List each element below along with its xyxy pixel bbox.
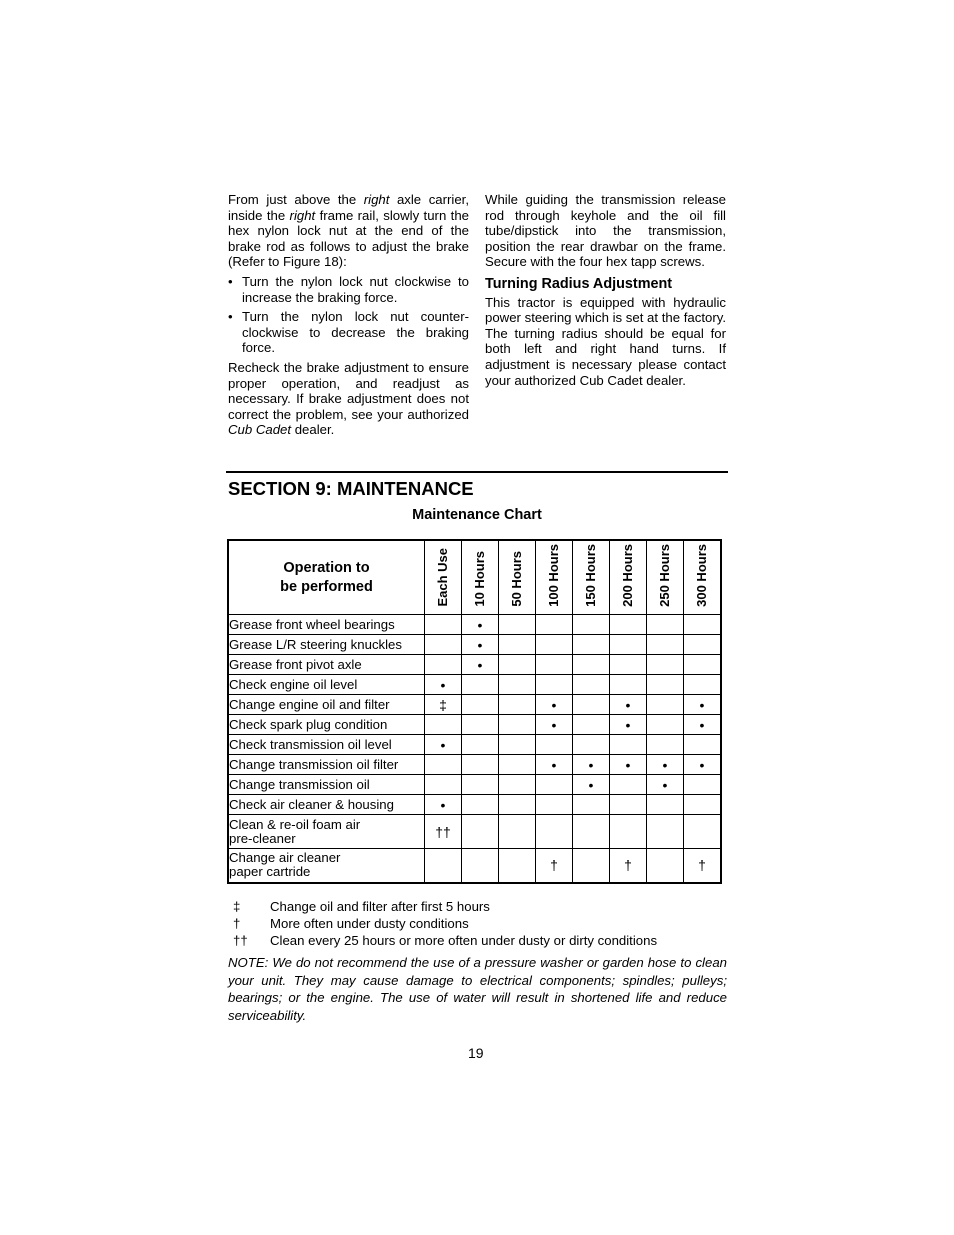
schedule-cell (499, 735, 536, 755)
table-row (228, 735, 721, 755)
schedule-cell (536, 735, 573, 755)
schedule-cell (684, 735, 722, 755)
schedule-cell (573, 615, 610, 635)
schedule-cell (573, 695, 610, 715)
schedule-cell (684, 635, 722, 655)
operation-label: Check spark plug condition (228, 715, 425, 735)
schedule-cell (684, 775, 722, 795)
schedule-cell (462, 675, 499, 695)
schedule-cell (499, 795, 536, 815)
table-row (228, 655, 721, 675)
schedule-cell (573, 715, 610, 735)
schedule-cell: • (425, 675, 462, 695)
table-row (228, 635, 721, 655)
schedule-cell (499, 675, 536, 695)
schedule-cell (536, 615, 573, 635)
operation-label: Change air cleaner paper cartride (228, 849, 425, 883)
schedule-cell: • (610, 715, 647, 735)
schedule-cell: • (462, 615, 499, 635)
schedule-cell (610, 635, 647, 655)
operation-header: Operation to be performed (228, 540, 425, 615)
operation-label: Grease front wheel bearings (228, 615, 425, 635)
schedule-cell: • (684, 715, 722, 735)
list-item: • Turn the nylon lock nut clockwise to increase the braking force. (228, 273, 469, 305)
schedule-cell (647, 815, 684, 849)
schedule-cell (610, 655, 647, 675)
turning-radius-heading: Turning Radius Adjustment (485, 275, 673, 292)
section-title: SECTION 9: MAINTENANCE (228, 478, 474, 499)
schedule-cell (573, 849, 610, 883)
operation-label: Clean & re-oil foam air pre-cleaner (228, 815, 425, 849)
left-column (228, 192, 469, 438)
turning-radius-paragraph: This tractor is equipped with hydraulic power steering which is set at the factory. The turning radius should be equal for both left and right hand turns. If adjustment is necessary please contact your authorized Cub Cadet dealer. (485, 294, 726, 388)
page-number: 19 (468, 1045, 484, 1061)
table-row (228, 849, 721, 883)
column-header: 200 Hours (610, 540, 647, 615)
schedule-cell: ‡ (425, 695, 462, 715)
schedule-cell (499, 849, 536, 883)
table-row (228, 815, 721, 849)
table-row (228, 795, 721, 815)
schedule-cell (610, 735, 647, 755)
schedule-cell (462, 795, 499, 815)
schedule-cell (684, 675, 722, 695)
schedule-cell (462, 775, 499, 795)
schedule-cell: • (684, 695, 722, 715)
schedule-cell (647, 635, 684, 655)
schedule-cell (462, 815, 499, 849)
schedule-cell (499, 775, 536, 795)
schedule-cell (425, 849, 462, 883)
schedule-cell: • (684, 755, 722, 775)
schedule-cell (425, 635, 462, 655)
schedule-cell (647, 849, 684, 883)
schedule-cell: † (684, 849, 722, 883)
schedule-cell (684, 655, 722, 675)
schedule-cell (499, 695, 536, 715)
schedule-cell (499, 655, 536, 675)
maintenance-chart (227, 539, 722, 884)
schedule-cell (499, 715, 536, 735)
operation-label: Check engine oil level (228, 675, 425, 695)
schedule-cell: • (573, 775, 610, 795)
schedule-cell (462, 695, 499, 715)
table-row (228, 675, 721, 695)
schedule-cell (499, 615, 536, 635)
schedule-cell: • (462, 655, 499, 675)
column-header: 100 Hours (536, 540, 573, 615)
operation-label: Check air cleaner & housing (228, 795, 425, 815)
schedule-cell (462, 755, 499, 775)
operation-label: Grease front pivot axle (228, 655, 425, 675)
right-column (485, 192, 726, 388)
legend (233, 898, 657, 949)
schedule-cell (610, 615, 647, 635)
schedule-cell: • (425, 735, 462, 755)
legend-item: † More often under dusty conditions (233, 916, 469, 931)
operation-label: Change engine oil and filter (228, 695, 425, 715)
schedule-cell (425, 755, 462, 775)
brake-intro-paragraph: From just above the right axle carrier, inside the right frame rail, slowly turn the hex nylon lock nut at the end of the brake rod as follows to adjust the brake (Refer to Figure 18): (228, 192, 469, 270)
schedule-cell (499, 635, 536, 655)
schedule-cell (536, 815, 573, 849)
note-paragraph: NOTE: We do not recommend the use of a pressure washer or garden hose to clean your unit. They may cause damage to electrical components; spindles; pulleys; bearings; or the engine. The use of water will result in shortened life and reduce serviceability. (228, 955, 727, 1023)
column-header: 250 Hours (647, 540, 684, 615)
schedule-cell (499, 755, 536, 775)
schedule-cell (647, 715, 684, 735)
column-header: Each Use (425, 540, 462, 615)
schedule-cell (536, 655, 573, 675)
legend-item: †† Clean every 25 hours or more often under dusty or dirty conditions (233, 933, 658, 948)
schedule-cell (684, 615, 722, 635)
schedule-cell: †† (425, 815, 462, 849)
transmission-paragraph: While guiding the transmission release rod through keyhole and the oil fill tube/dipstick into the transmission, position the rear drawbar on the frame. Secure with the four hex tapp screws. (485, 192, 726, 270)
schedule-cell (462, 715, 499, 735)
table-row (228, 715, 721, 735)
schedule-cell (573, 655, 610, 675)
schedule-cell (425, 775, 462, 795)
brake-bullet-list (228, 274, 469, 356)
schedule-cell (536, 795, 573, 815)
schedule-cell (573, 815, 610, 849)
section-divider (226, 471, 728, 473)
schedule-cell (610, 675, 647, 695)
table-row (228, 615, 721, 635)
column-header: 10 Hours (462, 540, 499, 615)
schedule-cell (647, 615, 684, 635)
operation-label: Grease L/R steering knuckles (228, 635, 425, 655)
schedule-cell (610, 795, 647, 815)
column-header: 150 Hours (573, 540, 610, 615)
schedule-cell: • (647, 755, 684, 775)
schedule-cell: • (536, 715, 573, 735)
schedule-cell (425, 715, 462, 735)
schedule-cell (647, 695, 684, 715)
list-item: • Turn the nylon lock nut counter-clockwise to decrease the braking force. (228, 309, 469, 356)
schedule-cell: † (536, 849, 573, 883)
table-row (228, 755, 721, 775)
column-header: 300 Hours (684, 540, 722, 615)
schedule-cell (610, 815, 647, 849)
schedule-cell (536, 635, 573, 655)
legend-item: ‡ Change oil and filter after first 5 hours (233, 899, 490, 914)
schedule-cell (573, 795, 610, 815)
schedule-cell (647, 655, 684, 675)
schedule-cell: • (536, 755, 573, 775)
operation-label: Change transmission oil filter (228, 755, 425, 775)
schedule-cell: • (573, 755, 610, 775)
schedule-cell (425, 655, 462, 675)
chart-title: Maintenance Chart (412, 507, 542, 523)
operation-label: Check transmission oil level (228, 735, 425, 755)
schedule-cell (647, 795, 684, 815)
schedule-cell (536, 775, 573, 795)
column-header: 50 Hours (499, 540, 536, 615)
table-row (228, 695, 721, 715)
schedule-cell (573, 675, 610, 695)
schedule-cell (647, 735, 684, 755)
schedule-cell: • (647, 775, 684, 795)
schedule-cell: • (536, 695, 573, 715)
schedule-cell (610, 775, 647, 795)
schedule-cell (684, 815, 722, 849)
schedule-cell: • (610, 695, 647, 715)
schedule-cell (536, 675, 573, 695)
schedule-cell: † (610, 849, 647, 883)
schedule-cell (647, 675, 684, 695)
schedule-cell (462, 849, 499, 883)
recheck-paragraph: Recheck the brake adjustment to ensure proper operation, and readjust as necessary. If brake adjustment does not correct the problem, see your authorized Cub Cadet dealer. (228, 359, 469, 438)
schedule-cell: • (462, 635, 499, 655)
operation-label: Change transmission oil (228, 775, 425, 795)
schedule-cell (573, 635, 610, 655)
schedule-cell (573, 735, 610, 755)
schedule-cell: • (610, 755, 647, 775)
table-row (228, 775, 721, 795)
schedule-cell (462, 735, 499, 755)
schedule-cell (499, 815, 536, 849)
schedule-cell: • (425, 795, 462, 815)
schedule-cell (425, 615, 462, 635)
schedule-cell (684, 795, 722, 815)
